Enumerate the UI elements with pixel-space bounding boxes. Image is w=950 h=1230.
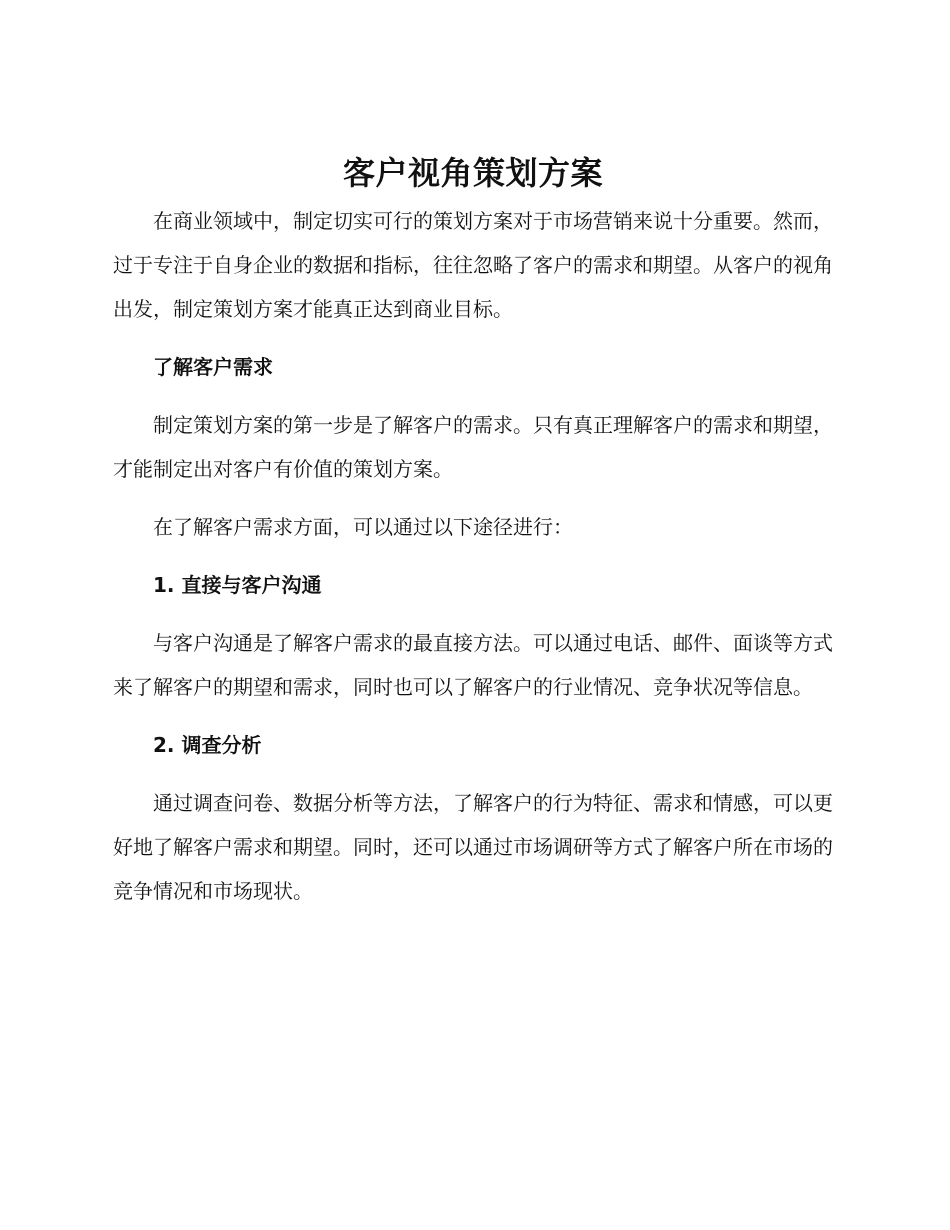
item1-paragraph: 与客户沟通是了解客户需求的最直接方法。可以通过电话、邮件、面谈等方式来了解客户的期望和需求，同时也可以了解客户的行业情况、竞争状况等信息。 [113, 631, 833, 699]
section1-paragraph-2: 在了解客户需求方面，可以通过以下途径进行： [153, 515, 573, 539]
section1-paragraph-1: 制定策划方案的第一步是了解客户的需求。只有真正理解客户的需求和期望，才能制定出对客户有价值的策划方案。 [113, 413, 833, 481]
document-page [113, 147, 833, 913]
document-title: 客户视角策划方案 [342, 154, 603, 192]
item2-paragraph: 通过调查问卷、数据分析等方法，了解客户的行为特征、需求和情感，可以更好地了解客户需求和期望。同时，还可以通过市场调研等方式了解客户所在市场的竞争情况和市场现状。 [113, 791, 833, 903]
intro-paragraph: 在商业领域中，制定切实可行的策划方案对于市场营销来说十分重要。然而，过于专注于自身企业的数据和指标，往往忽略了客户的需求和期望。从客户的视角出发，制定策划方案才能真正达到商业目标。 [113, 209, 833, 321]
section-heading-understand-needs: 了解客户需求 [153, 355, 273, 379]
item-heading-direct-communication: 1. 直接与客户沟通 [153, 573, 322, 597]
item-heading-survey-analysis: 2. 调查分析 [153, 733, 262, 757]
